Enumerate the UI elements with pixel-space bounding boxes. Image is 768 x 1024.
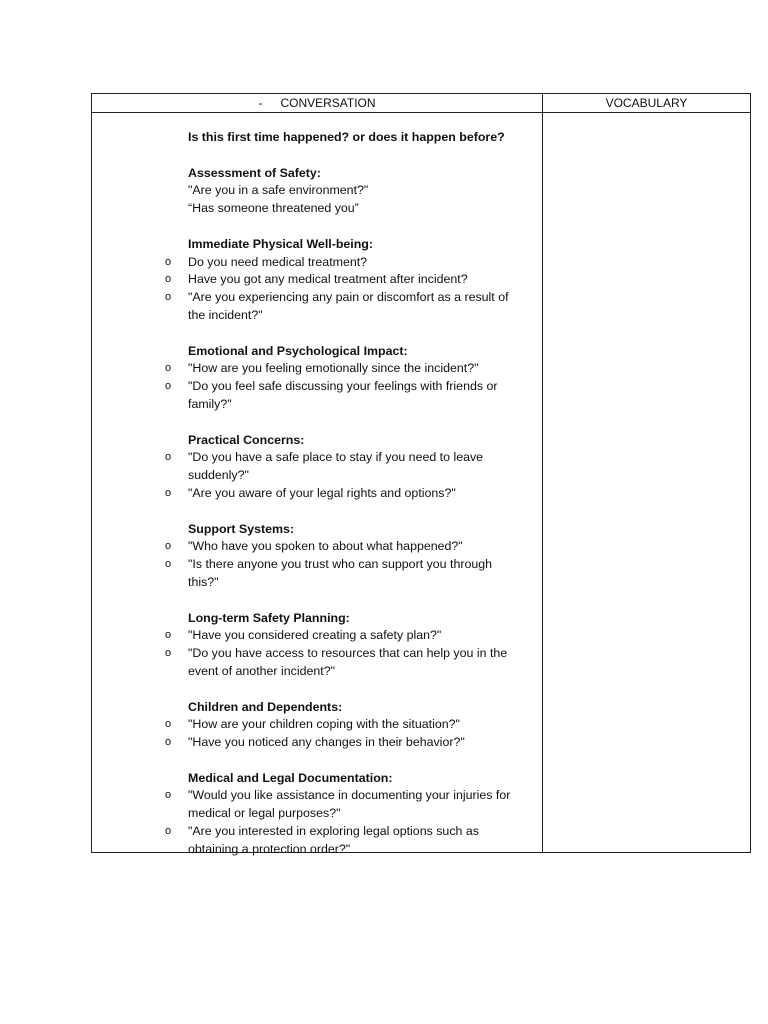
list-item-text: "Are you aware of your legal rights and options?" [188, 485, 456, 500]
bullet-icon: o [165, 789, 172, 802]
bullet-icon: o [165, 380, 172, 393]
list-item [165, 378, 528, 414]
bullet-icon: o [165, 558, 172, 571]
section-spacer [188, 325, 528, 343]
section-heading: Long-term Safety Planning: [188, 610, 350, 625]
list-item [165, 734, 528, 752]
section-heading: Assessment of Safety: [188, 165, 321, 180]
list-item-text: suddenly?" [188, 468, 249, 483]
list-item-text: Do you need medical treatment? [188, 254, 368, 269]
list-item [165, 645, 528, 681]
bullet-icon: o [165, 362, 172, 375]
list-item-text: "Is there anyone you trust who can support you through [188, 557, 493, 572]
bullet-icon: o [165, 629, 172, 642]
list-item-text: event of another incident?" [188, 663, 335, 678]
list-item-text: "Do you feel safe discussing your feelings with friends or [188, 379, 498, 394]
table-header-row [92, 94, 750, 113]
bullet-icon: o [165, 291, 172, 304]
section-line: “Has someone threatened you” [188, 201, 359, 216]
conversation-column [165, 129, 528, 859]
section-heading: Children and Dependents: [188, 699, 343, 714]
list-item [165, 627, 528, 645]
list-item-text: the incident?" [188, 307, 263, 322]
section-heading: Immediate Physical Well-being: [188, 236, 373, 251]
list-item-text: "Do you have access to resources that can help you in the [188, 646, 508, 661]
header-dash: - [258, 96, 263, 110]
list-item-text: "Have you considered creating a safety plan?" [188, 628, 442, 643]
list-item-text: "Are you experiencing any pain or discomfort as a result of [188, 290, 509, 305]
section-line: "Are you in a safe environment?" [188, 183, 369, 198]
list-item-text: obtaining a protection order?" [188, 841, 351, 856]
conversation-header-label: CONVERSATION [280, 96, 376, 110]
list-item-text: medical or legal purposes?" [188, 806, 341, 821]
list-item [165, 485, 528, 503]
list-item [165, 556, 528, 592]
list-item [165, 289, 528, 325]
section-heading: Emotional and Psychological Impact: [188, 343, 408, 358]
list-item-text: this?" [188, 574, 219, 589]
list-item [165, 716, 528, 734]
section-spacer [188, 218, 528, 236]
bullet-icon: o [165, 273, 172, 286]
document-table [91, 93, 751, 856]
bullet-icon: o [165, 647, 172, 660]
section-spacer [188, 752, 528, 770]
bullet-icon: o [165, 540, 172, 553]
section-spacer [188, 414, 528, 432]
list-item-text: "How are your children coping with the situation?" [188, 717, 460, 732]
list-item-text: "Are you interested in exploring legal options such as [188, 824, 479, 839]
list-item [165, 787, 528, 823]
conversation-header [92, 96, 542, 110]
bullet-icon: o [165, 255, 172, 268]
list-item-text: Have you got any medical treatment after incident? [188, 272, 468, 287]
bullet-icon: o [165, 736, 172, 749]
bullet-icon: o [165, 718, 172, 731]
list-item [165, 823, 528, 859]
bullet-icon: o [165, 451, 172, 464]
list-item [165, 271, 528, 289]
list-item-text: "Have you noticed any changes in their behavior?" [188, 735, 465, 750]
section-heading: Practical Concerns: [188, 432, 305, 447]
list-item [165, 449, 528, 485]
section-spacer [188, 503, 528, 521]
intro-question: Is this first time happened? or does it happen before? [188, 130, 505, 144]
list-item [165, 360, 528, 378]
section-heading: Support Systems: [188, 521, 295, 536]
list-item [165, 538, 528, 556]
section-spacer [188, 147, 528, 165]
bullet-icon: o [165, 825, 172, 838]
section-spacer [188, 592, 528, 610]
section-heading: Medical and Legal Documentation: [188, 770, 393, 785]
list-item-text: "Would you like assistance in documenting your injuries for [188, 788, 511, 803]
section-spacer [188, 681, 528, 699]
list-item [165, 254, 528, 272]
vocabulary-header: VOCABULARY [605, 96, 688, 110]
column-divider [542, 94, 543, 852]
list-item-text: family?" [188, 396, 232, 411]
bullet-icon: o [165, 486, 172, 499]
list-item-text: "Do you have a safe place to stay if you need to leave [188, 450, 484, 465]
list-item-text: "Who have you spoken to about what happened?" [188, 539, 463, 554]
list-item-text: "How are you feeling emotionally since the incident?" [188, 361, 479, 376]
